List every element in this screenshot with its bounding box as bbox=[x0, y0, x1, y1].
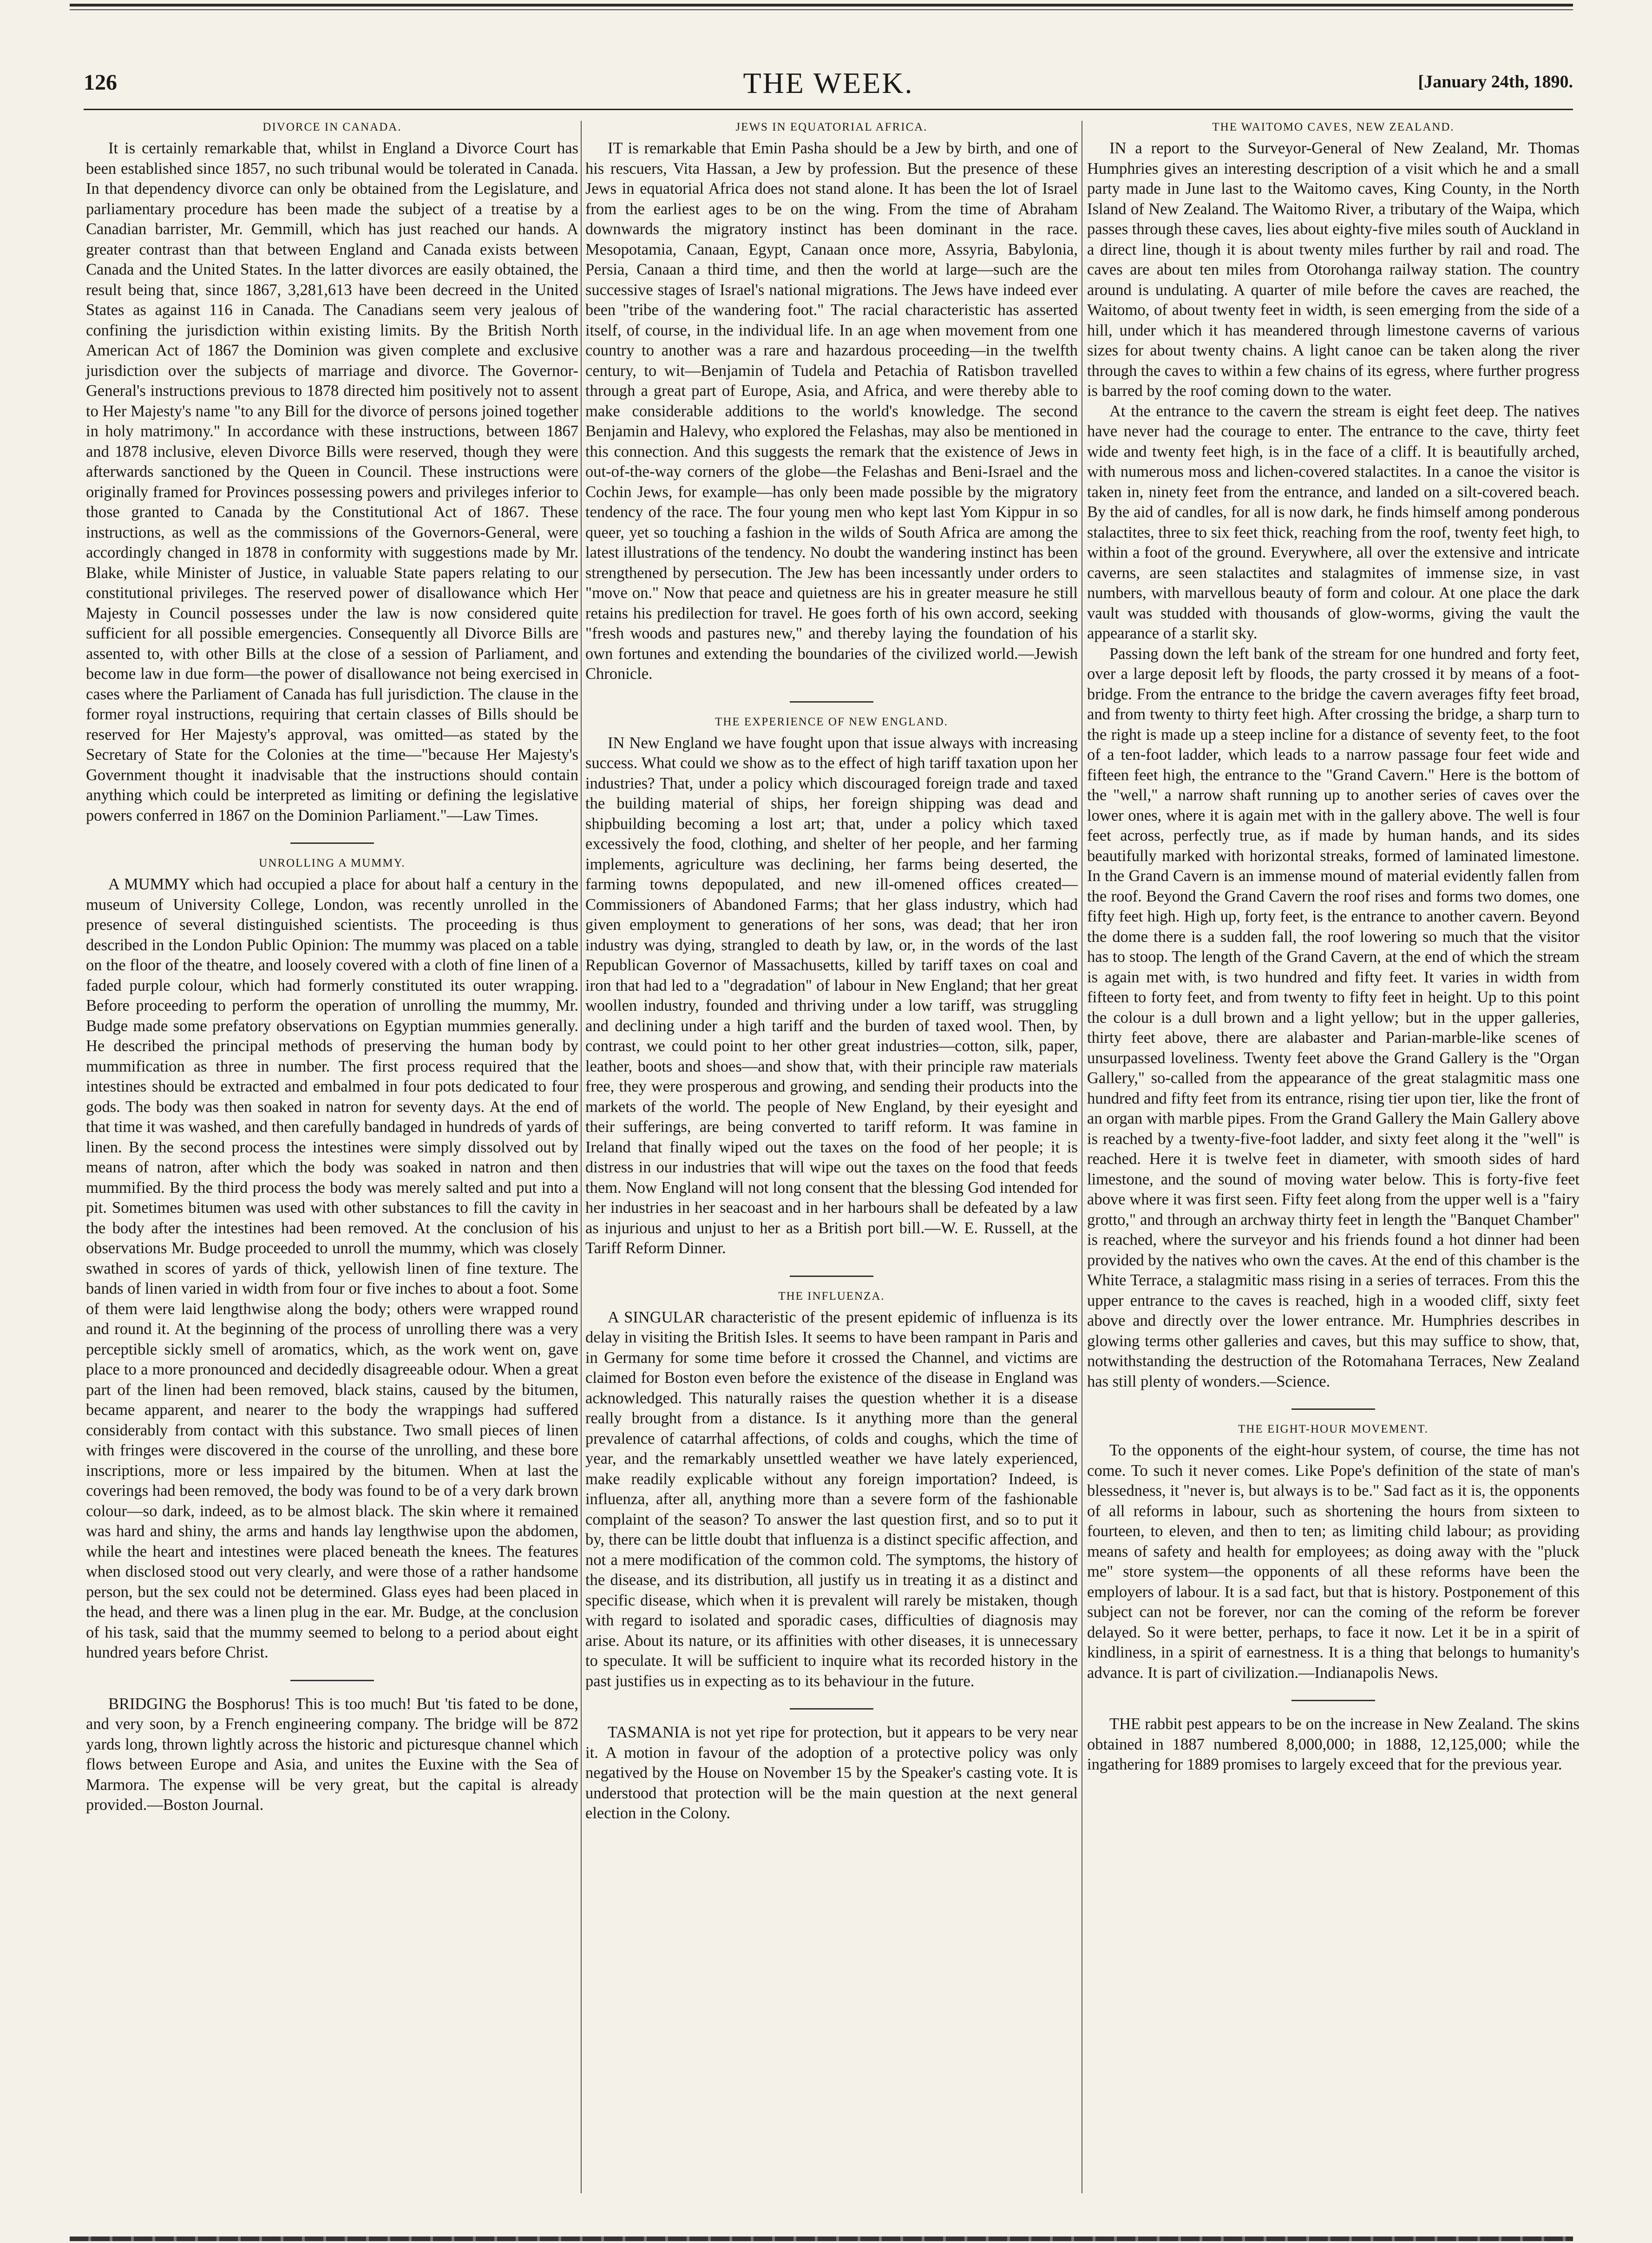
section-divider bbox=[790, 1276, 873, 1277]
section-divider bbox=[790, 1708, 873, 1710]
article-experience-of-new-england bbox=[585, 716, 1078, 1259]
page-header bbox=[84, 66, 1573, 107]
article-paragraph: TASMANIA is not yet ripe for protection, but it appears to be very near it. A motion in favour of the adoption of a protective policy was only negatived by the House on November 15 by the Speaker's casting vote. It is understood that protection will be the main question at the next general election in the Colony. bbox=[585, 1723, 1078, 1822]
article-tasmania bbox=[585, 1723, 1078, 1824]
article-paragraph: It is certainly remarkable that, whilst in England a Divorce Court has been established since 1857, no such tribunal would be tolerated in Canada. In that dependency divorce can only be obtained from the Legislature, and parliamentary procedure has been made the subject of a treatise by a Canadian barrister, Mr. Gemmill, which has just reached our hands. A greater contrast than that between England and Canada exists between Canada and the United States. In the latter divorces are easily obtained, the result being that, since 1867, 3,281,613 have been decreed in the United States as against 116 in Canada. The Canadians seem very jealous of confining the jurisdiction within existing limits. By the British North American Act of 1867 the Dominion was given complete and exclusive jurisdiction over the subjects of marriage and divorce. The Governor-General's instructions previous to 1878 directed him positively not to assent to Her Majesty's name "to any Bill for the divorce of persons joined together in holy matrimony." In accordance with these instructions, between 1867 and 1878 inclusive, eleven Divorce Bills were reserved, though they were afterwards sanctioned by the Queen in Council. These instructions were originally framed for Provinces possessing powers and privileges inferior to those granted to Canada by the Constitutional Act of 1867. These instructions, as well as the commissions of the Governors-General, were accordingly changed in 1878 in conformity with suggestions made by Mr. Blake, while Minister of Justice, in valuable State papers relating to our constitutional privileges. The reserved power of disallowance which Her Majesty in Council possesses under the law is now considered quite sufficient for all possible emergencies. Consequently all Divorce Bills are assented to, with other Bills at the close of a session of Parliament, and become law in due form—the power of disallowance not being exercised in cases where the Parliament of Canada has full jurisdiction. The clause in the former royal instructions, requiring that certain classes of Bills should be reserved for Her Majesty's approval, was omitted—as stated by the Secretary of State for the Colonies at the time—"because Her Majesty's Government thought it inadvisable that the instructions should contain anything which could be interpreted as limiting or defining the legislative powers conferred in 1867 on the Dominion Parliament."—Law Times. bbox=[86, 139, 578, 824]
section-divider bbox=[290, 842, 374, 844]
article-paragraph: To the opponents of the eight-hour system, of course, the time has not come. To such it never comes. Like Pope's definition of the state of man's blessedness, it "never is, but always is to be." Sad fact as it is, the opponents of all reforms in labour, such as shortening the hours from sixteen to fourteen, to eleven, and then to ten; as limiting child labour; as providing means of safety and health for employees; as doing away with the "pluck me" store system—the opponents of all these reforms have been the employers of labour. It is a sad fact, but that is history. Postponement of this subject can not be forever, nor can the coming of the reform be forever delayed. So it were better, perhaps, to face it now. Let it be in a spirit of kindliness, in a spirit of earnestness. It is a thing that belongs to humanity's advance. It is part of civilization.—Indianapolis News. bbox=[1087, 1441, 1580, 1682]
article-heading: THE WAITOMO CAVES, NEW ZEALAND. bbox=[1212, 121, 1455, 133]
article-paragraph: THE rabbit pest appears to be on the increase in New Zealand. The skins obtained in 1887 numbered 8,000,000; in 1888, 12,125,000; while the ingathering for 1889 promises to largely exceed that for the previous year. bbox=[1087, 1715, 1580, 1773]
article-paragraph: A MUMMY which had occupied a place for about half a century in the museum of University College, London, was recently unrolled in the presence of several distinguished scientists. The proceeding is thus described in the London Public Opinion: The mummy was placed on a table on the floor of the theatre, and loosely covered with a cloth of fine linen of a faded purple colour, which had formerly constituted its outer wrapping. Before proceeding to perform the operation of unrolling the mummy, Mr. Budge made some prefatory observations on Egyptian mummies generally. He described the principal methods of preserving the human body by mummification as three in number. The first process required that the intestines should be extracted and embalmed in four pots dedicated to four gods. The body was then soaked in natron for seventy days. At the end of that time it was washed, and then carefully bandaged in hundreds of yards of linen. By the second process the intestines were simply dissolved out by means of natron, after which the body was soaked in natron and then mummified. By the third process the body was merely salted and put into a pit. Sometimes bitumen was used with other substances to fill the cavity in the body after the intestines had been removed. At the conclusion of his observations Mr. Budge proceeded to unroll the mummy, which was closely swathed in scores of yards of thick, yellowish linen of fine texture. The bands of linen varied in width from four or five inches to about a foot. Some of them were laid lengthwise along the body; others were wrapped round and round it. At the beginning of the process of unrolling there was a very perceptible sickly smell of aromatics, which, as the work went on, gave place to a more pronounced and decidedly disagreeable odour. When a great part of the linen had been removed, black stains, caused by the bitumen, became apparent, and nearer to the body the wrappings had suffered considerably from contact with this substance. Two small pieces of linen with fringes were discovered in the course of the unrolling, and these bore inscriptions, more or less impaired by the bitumen. When at last the coverings had been removed, the body was found to be of a very dark brown colour—so dark, indeed, as to be almost black. The skin where it remained was hard and shiny, the arms and hands lay lengthwise upon the abdomen, while the heart and intestines were placed beneath the knees. The features when disclosed stood out very clearly, and were those of a rather handsome person, but the sex could not be determined. Glass eyes had been placed in the head, and there was a linen plug in the ear. Mr. Budge, at the conclusion of his task, said that the mummy seemed to belong to a period about eight hundred years before Christ. bbox=[86, 875, 578, 1661]
article-paragraph: IN New England we have fought upon that issue always with increasing success. What could we show as to the effect of high tariff taxation upon her industries? That, under a policy which discouraged foreign trade and taxed the building material of ships, her foreign shipping was dead and shipbuilding becoming a lost art; that, under a policy which taxed excessively the food, clothing, and shelter of her people, and her farming implements, agriculture was declining, her farms being deserted, the farming towns depopulated, and new ill-omened offices created—Commissioners of Abandoned Farms; that her glass industry, which had given employment to generations of her sons, was dead; that her iron industry was dying, strangled to death by law, or, in the words of the last Republican Governor of Massachusetts, killed by tariff taxes on coal and iron that had led to a "degradation" of labour in New England; that her great woollen industry, founded and thriving under a low tariff, was struggling and declining under a high tariff and the burden of taxed wool. Then, by contrast, we could point to her other great industries—cotton, silk, paper, leather, boots and shoes—and show that, with their principle raw materials free, they were prosperous and growing, and sending their products into the markets of the world. The people of New England, by their eyesight and their sufferings, are being converted to tariff reform. It was famine in Ireland that finally wiped out the taxes on the food of her people; it is distress in our industries that will wipe out the taxes on the food that feeds them. Now England will not long consent that the blessing God intended for her industries in her seacoast and in her harbours shall be defeated by a law as injurious and unjust to her as a British port bill.—W. E. Russell, at the Tariff Reform Dinner. bbox=[585, 734, 1078, 1257]
article-heading: DIVORCE IN CANADA. bbox=[262, 121, 402, 133]
article-the-influenza bbox=[585, 1290, 1078, 1692]
article-unrolling-a-mummy bbox=[86, 857, 578, 1663]
top-border bbox=[70, 4, 1573, 7]
article-heading: THE EXPERIENCE OF NEW ENGLAND. bbox=[715, 715, 948, 728]
article-jews-in-equatorial-africa bbox=[585, 121, 1078, 684]
article-eight-hour-movement bbox=[1087, 1423, 1580, 1683]
article-paragraph: At the entrance to the cavern the stream is eight feet deep. The natives have never had the courage to enter. The entrance to the cave, thirty feet wide and twenty feet high, is in the face of a cliff. It is beautifully arched, with numerous moss and lichen-covered stalactites. In a canoe the visitor is taken in, ninety feet from the entrance, and landed on a silt-covered beach. By the aid of candles, for all is now dark, he finds himself among ponderous stalactites, three to six feet thick, reaching from the roof, twenty feet high, to within a foot of the ground. Everywhere, all over the extensive and intricate caverns, are seen stalactites and stalagmites of immense size, in vast numbers, with marvellous beauty of form and colour. At one place the dark vault was studded with thousands of glow-worms, giving the vault the appearance of a starlit sky. bbox=[1087, 402, 1580, 642]
article-paragraph: IT is remarkable that Emin Pasha should be a Jew by birth, and one of his rescuers, Vita Hassan, a Jew by profession. But the presence of these Jews in equatorial Africa does not stand alone. It has been the lot of Israel from the earliest ages to be on the wing. From the time of Abraham downwards the migratory instinct has been dominant in the race. Mesopotamia, Canaan, Egypt, Canaan once more, Assyria, Babylonia, Persia, Canaan a third time, and then the world at large—such are the successive stages of Israel's national migrations. The Jews have indeed ever been "tribe of the wandering foot." The racial characteristic has asserted itself, of course, in the individual life. In an age when movement from one country to another was a rare and hazardous proceeding—in the twelfth century, to wit—Benjamin of Tudela and Petachia of Ratisbon travelled through a great part of Europe, Asia, and Africa, and were thereby able to make considerable additions to the world's knowledge. The second Benjamin and Halevy, who explored the Felashas, may also be mentioned in this connection. And this suggests the remark that the existence of Jews in out-of-the-way corners of the globe—the Felashas and Beni-Israel and the Cochin Jews, for example—has only been made possible by the migratory tendency of the race. The four young men who kept last Yom Kippur in so queer, yet so touching a fashion in the wilds of South Africa are among the latest illustrations of the tendency. No doubt the wandering instinct has been strengthened by persecution. The Jew has been incessantly under orders to "move on." Now that peace and quietness are his in greater measure he still retains his predilection for travel. He goes forth of his own accord, seeking "fresh woods and pastures new," and thereby laying the foundation of his own fortunes and extending the boundaries of the civilized world.—Jewish Chronicle. bbox=[585, 139, 1078, 683]
section-divider bbox=[790, 701, 873, 703]
article-heading: THE EIGHT-HOUR MOVEMENT. bbox=[1238, 1423, 1429, 1435]
article-heading: THE INFLUENZA. bbox=[778, 1289, 885, 1302]
page-number: 126 bbox=[84, 70, 117, 95]
article-bosphorus-bridge bbox=[86, 1694, 578, 1815]
column-1 bbox=[86, 121, 578, 1815]
article-paragraph: A SINGULAR characteristic of the present epidemic of influenza is its delay in visiting the British Isles. It seems to have been rampant in Paris and in Germany for some time before it crossed the Channel, and victims are claimed for Boston even before the existence of the disease in England was acknowledged. This naturally raises the question whether it is a disease really brought from a distance. Is it anything more than the general prevalence of catarrhal affections, of colds and coughs, which the time of year, and the remarkably unsettled weather we have lately experienced, make readily explicable without any foreign importation? Indeed, is influenza, after all, anything more than a severe form of the fashionable complaint of the season? To answer the last question first, and so to put it by, there can be little doubt that influenza is a distinct specific affection, and not a mere modification of the common cold. The symptoms, the history of the disease, and its distribution, all justify us in treating it as a distinct and specific disease, which when it is prevalent will rarely be mistaken, though with regard to isolated and sporadic cases, difficulties of diagnosis may arise. About its nature, or its affinities with other diseases, it is unnecessary to speculate. It will be sufficient to inquire what its recorded history in the past justifies us in expecting as to its behaviour in the future. bbox=[585, 1308, 1078, 1690]
article-paragraph: IN a report to the Surveyor-General of New Zealand, Mr. Thomas Humphries gives an interesting description of a visit which he and a small party made in June last to the Waitomo caves, King County, in the North Island of New Zealand. The Waitomo River, a tributary of the Waipa, which passes through these caves, lies about eighty-five miles south of Auckland in a direct line, though it is about twenty miles further by rail and road. The caves are about ten miles from Otorohanga railway station. The country around is undulating. A quarter of mile before the caves are reached, the Waitomo, of about twenty feet in width, is seen emerging from the side of a hill, under which it has meandered through limestone caverns of various sizes for about twenty chains. A light canoe can be taken along the river through the caves to within a few chains of its egress, where further progress is barred by the roof coming down to the water. bbox=[1087, 139, 1580, 400]
section-divider bbox=[1291, 1408, 1375, 1410]
article-heading: JEWS IN EQUATORIAL AFRICA. bbox=[735, 121, 928, 133]
column-3 bbox=[1087, 121, 1580, 1775]
article-divorce-in-canada bbox=[86, 121, 578, 826]
column-divider bbox=[581, 121, 582, 2193]
section-divider bbox=[1291, 1700, 1375, 1701]
article-waitomo-caves bbox=[1087, 121, 1580, 1392]
column-2 bbox=[585, 121, 1078, 1824]
article-paragraph: Passing down the left bank of the stream for one hundred and forty feet, over a large deposit left by floods, the party crossed it by means of a foot-bridge. From the entrance to the bridge the cavern averages fifty feet broad, and from twenty to thirty feet high. After crossing the bridge, a sharp turn to the right is made up a steep incline for a distance of seventy feet, to the foot of a ten-foot ladder, which leads to a narrow passage four feet wide and fifteen feet high, the entrance to the "Grand Cavern." Here is the bottom of the "well," a narrow shaft running up to another series of caves over the lower ones, where it is again met with in the gallery above. The well is four feet across, perfectly true, as if made by human hands, and its sides beautifully marked with horizontal streaks, formed of laminated limestone. In the Grand Cavern is an immense mound of material evidently fallen from the roof. Beyond the Grand Cavern the roof rises and forms two domes, one fifty feet high. High up, forty feet, is the entrance to another cavern. Beyond the dome there is a sudden fall, the roof lowering so much that the visitor has to stoop. The length of the Grand Cavern, at the end of which the stream is again met with, is two hundred and fifty feet. It varies in width from fifteen to forty feet, and from twenty to fifty feet in height. Up to this point the colour is a dull brown and a light yellow; but in the upper galleries, thirty feet above, there are alabaster and Parian-marble-like scenes of unsurpassed loveliness. Twenty feet above the Grand Gallery is the "Organ Gallery," so-called from the appearance of the great stalagmitic mass one hundred and fifty feet from its entrance, rising tier upon tier, like the front of an organ with marble pipes. From the Grand Gallery the Main Gallery above is reached by a twenty-five-foot ladder, and sixty feet along it the "well" is reached. Here it is twelve feet in diameter, with smooth sides of hard limestone, and the sound of moving water below. This is forty-five feet above where it was first seen. Fifty feet along from the upper well is a "fairy grotto," and through an archway thirty feet in length the "Banquet Chamber" is reached, where the surveyor and his friends found a hot dinner had been provided by the natives who own the caves. At the end of this chamber is the White Terrace, a stalagmitic mass rising in a series of terraces. From this the upper entrance to the caves is reached, high in a wooded cliff, sixty feet above and directly over the lower entrance. Mr. Humphries describes in glowing terms other galleries and caves, but this may suffice to show, that, notwithstanding the destruction of the Rotomahana Terraces, New Zealand has still plenty of wonders.—Science. bbox=[1087, 645, 1580, 1390]
issue-date: [January 24th, 1890. bbox=[1418, 72, 1573, 92]
section-divider bbox=[290, 1680, 374, 1681]
masthead: THE WEEK. bbox=[743, 66, 914, 99]
article-paragraph: BRIDGING the Bosphorus! This is too much! But 'tis fated to be done, and very soon, by a French engineering company. The bridge will be 872 yards long, thrown lightly across the historic and picturesque channel which flows between Europe and Asia, and unites the Euxine with the Sea of Marmora. The expense will be very great, but the capital is already provided.—Boston Journal. bbox=[86, 1695, 578, 1814]
article-heading: UNROLLING A MUMMY. bbox=[259, 857, 406, 869]
article-rabbit-pest bbox=[1087, 1714, 1580, 1775]
bottom-border bbox=[70, 2236, 1573, 2241]
header-rule bbox=[84, 109, 1573, 110]
top-border-thin bbox=[70, 9, 1573, 10]
